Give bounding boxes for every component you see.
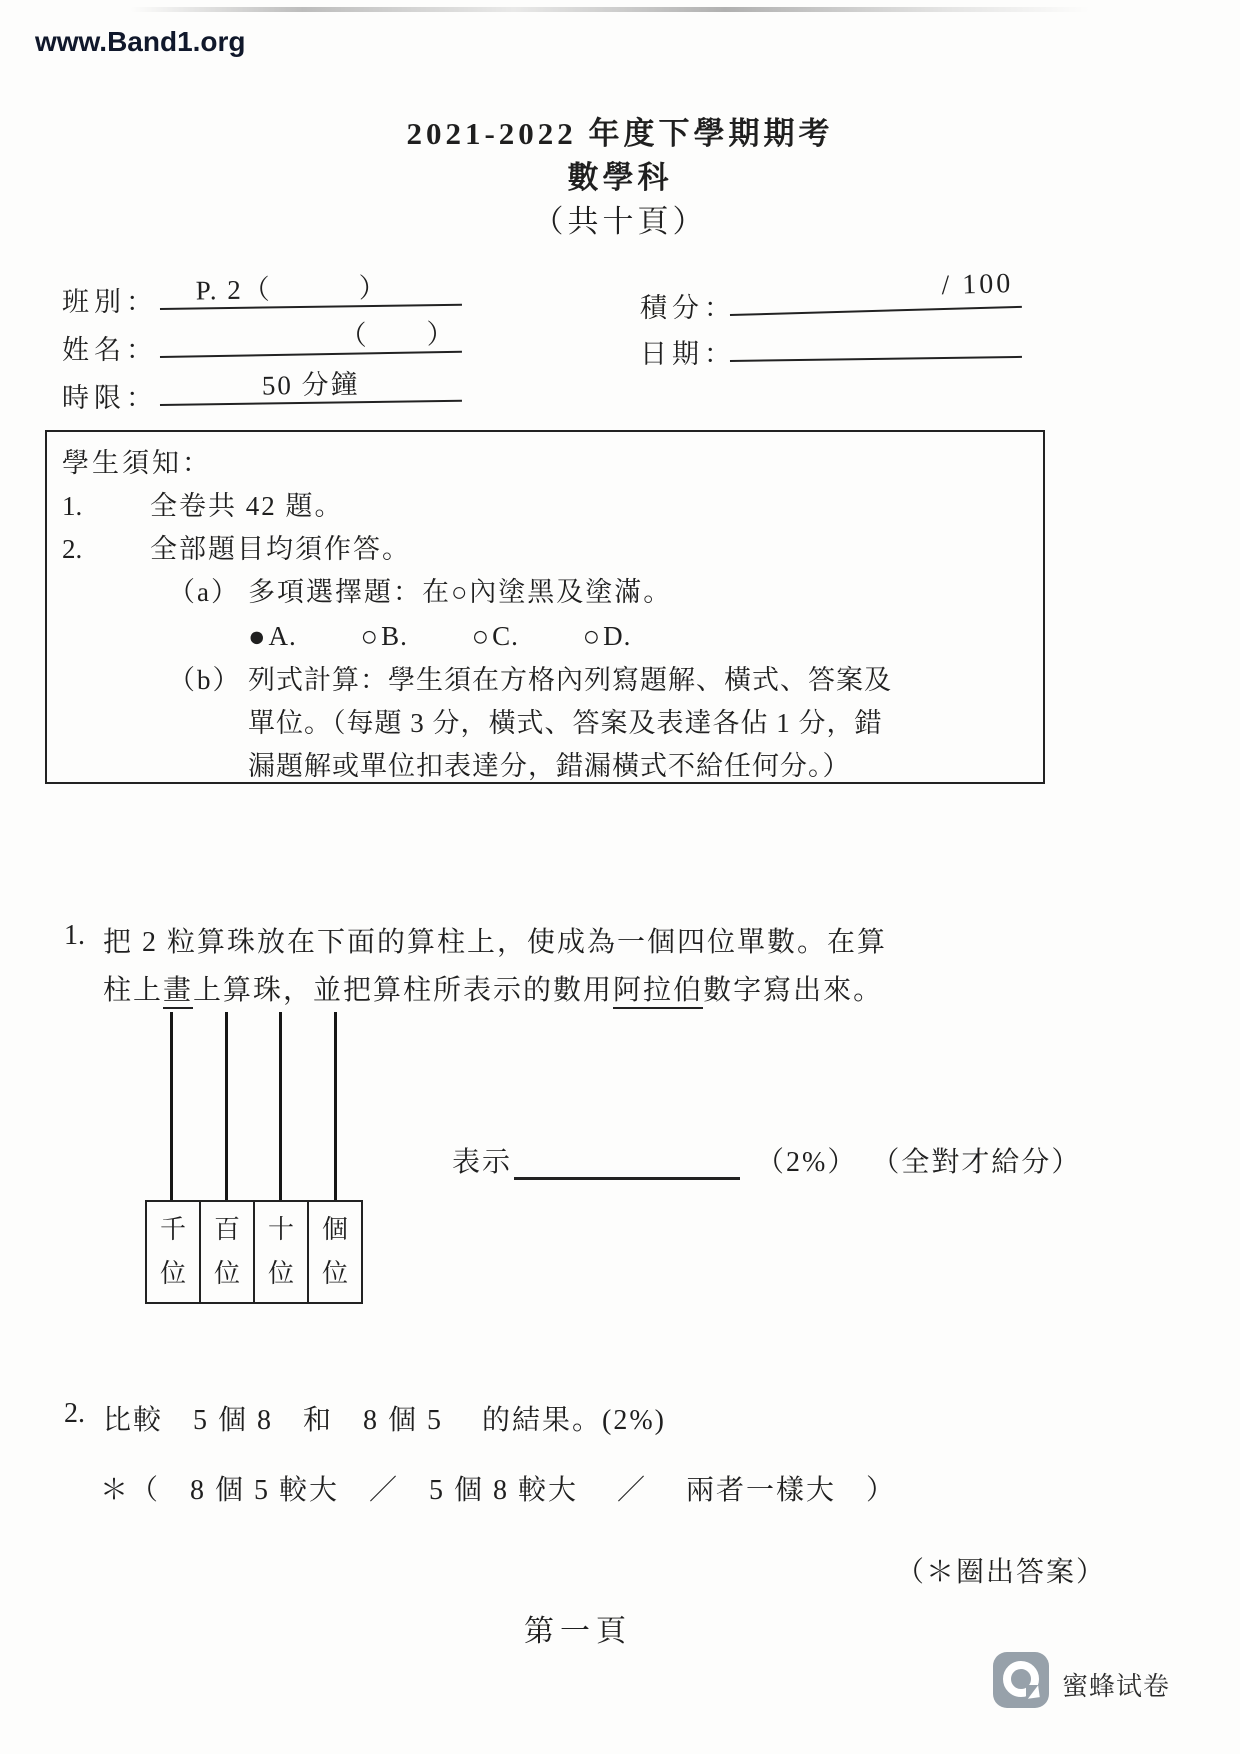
abacus-label-hundreds bbox=[201, 1202, 255, 1302]
notice-sub-a-number: （a） bbox=[168, 577, 240, 607]
abacus-label-tens bbox=[255, 1202, 309, 1302]
mc-option-b bbox=[361, 621, 408, 651]
abacus-char: 十 bbox=[267, 1215, 294, 1244]
abacus-label-ones bbox=[309, 1202, 361, 1302]
notice-item-1-number: 1. bbox=[62, 491, 83, 521]
question-1-line-1: 把 2 粒算珠放在下面的算柱上，使成為一個四位單數。在算 bbox=[103, 927, 888, 958]
abacus-rod-thousands bbox=[170, 1012, 173, 1202]
student-notice-box bbox=[45, 430, 1045, 784]
notice-sub-b-cont-1 bbox=[62, 702, 1043, 745]
filled-circle-icon: ● bbox=[248, 621, 267, 653]
time-limit-label: 時限： bbox=[62, 383, 158, 413]
question-2-text: 比較 5 個 8 和 8 個 5 的結果。(2%) bbox=[103, 1405, 666, 1436]
mc-options-example-row bbox=[62, 614, 1043, 659]
mc-option-c bbox=[472, 621, 519, 651]
notice-sub-a bbox=[62, 571, 1043, 614]
notice-sub-a-text: 多項選擇題：在○內塗黑及塗滿。 bbox=[248, 577, 673, 607]
watermark: www.Band1.org bbox=[35, 26, 246, 57]
abacus-diagram bbox=[145, 1012, 365, 1307]
q1-seg-5: 數字寫出來。 bbox=[703, 975, 884, 1006]
exam-subject: 數學科 bbox=[567, 160, 673, 195]
q1-answer-label: 表示 bbox=[452, 1147, 513, 1178]
time-limit-value: 50 分鐘 bbox=[261, 369, 360, 401]
exam-title: 2021-2022 年度下學期期考 bbox=[406, 116, 834, 151]
q1-seg-1: 柱上 bbox=[103, 975, 164, 1006]
page-number: 第一頁 bbox=[524, 1615, 632, 1648]
abacus-rod-tens bbox=[279, 1012, 282, 1202]
mc-option-d-label: D. bbox=[603, 621, 632, 651]
name-field bbox=[159, 311, 462, 358]
q1-marks: （2%） bbox=[756, 1147, 858, 1178]
abacus-char: 個 bbox=[321, 1215, 348, 1244]
abacus-rod-hundreds bbox=[225, 1012, 228, 1202]
notice-sub-b-line1: 列式計算：學生須在方格內列寫題解、橫式、答案及 bbox=[248, 665, 892, 695]
score-label: 積分： bbox=[640, 293, 736, 323]
class-label: 班別： bbox=[62, 287, 158, 317]
name-paren: （ ） bbox=[339, 318, 456, 351]
bee-exam-logo-icon bbox=[993, 1652, 1049, 1708]
mc-option-a bbox=[248, 621, 297, 651]
abacus-char: 位 bbox=[159, 1259, 186, 1288]
abacus-char: 千 bbox=[159, 1215, 186, 1244]
notice-sub-b-line3: 漏題解或單位扣表達分，錯漏橫式不給任何分。） bbox=[248, 751, 851, 781]
score-total: / 100 bbox=[941, 268, 1014, 302]
question-2-choices: ＊（ 8 個 5 較大 ／ 5 個 8 較大 ／ 兩者一樣大 ） bbox=[100, 1475, 897, 1506]
mc-option-a-label: A. bbox=[268, 621, 297, 651]
mc-option-b-label: B. bbox=[381, 621, 408, 651]
q1-seg-draw-underlined: 畫 bbox=[163, 975, 193, 1009]
time-limit-field bbox=[159, 360, 462, 406]
notice-item-2-number: 2. bbox=[62, 534, 83, 564]
abacus-label-thousands bbox=[147, 1202, 201, 1302]
class-field bbox=[159, 264, 462, 310]
abacus-char: 位 bbox=[213, 1259, 240, 1288]
notice-item-1 bbox=[62, 485, 1043, 528]
brand-name: 蜜蜂试卷 bbox=[1062, 1671, 1171, 1701]
notice-item-2 bbox=[62, 528, 1043, 571]
notice-heading: 學生須知： bbox=[62, 448, 212, 478]
mc-option-d bbox=[583, 621, 632, 651]
notice-heading-row bbox=[62, 442, 1043, 485]
abacus-char: 百 bbox=[213, 1215, 240, 1244]
notice-sub-b-cont-2 bbox=[62, 745, 1043, 788]
q1-seg-3: 上算珠，並把算柱所表示的數用 bbox=[193, 975, 614, 1006]
empty-circle-icon: ○ bbox=[360, 621, 380, 653]
notice-sub-b bbox=[62, 659, 1043, 702]
question-2-number: 2. bbox=[64, 1398, 85, 1429]
empty-circle-icon: ○ bbox=[471, 621, 491, 653]
class-value: P. 2（ ） bbox=[195, 272, 388, 306]
notice-sub-b-number: （b） bbox=[168, 665, 242, 695]
abacus-label-box bbox=[145, 1200, 363, 1304]
score-field bbox=[728, 252, 1021, 316]
notice-item-2-text: 全部題目均須作答。 bbox=[150, 534, 411, 564]
circle-answer-note: （＊圈出答案） bbox=[896, 1557, 1107, 1588]
date-field bbox=[729, 316, 1022, 362]
page-count-note: （共十頁） bbox=[532, 204, 708, 239]
name-label: 姓名： bbox=[62, 335, 158, 365]
mc-option-c-label: C. bbox=[492, 621, 519, 651]
question-1-line-2 bbox=[103, 966, 883, 1016]
date-label: 日期： bbox=[640, 339, 736, 369]
abacus-char: 位 bbox=[267, 1259, 294, 1288]
q1-scoring-note: （全對才給分） bbox=[871, 1147, 1082, 1178]
empty-circle-icon: ○ bbox=[582, 621, 602, 653]
notice-item-1-text: 全卷共 42 題。 bbox=[150, 491, 344, 521]
scan-artifact-streak bbox=[130, 7, 1090, 12]
logo-tail-shape bbox=[1026, 1685, 1040, 1699]
abacus-rod-ones bbox=[334, 1012, 337, 1202]
notice-sub-b-line2: 單位。（每題 3 分，橫式、答案及表達各佔 1 分，錯 bbox=[248, 708, 883, 738]
abacus-char: 位 bbox=[321, 1259, 348, 1288]
q1-answer-blank bbox=[514, 1143, 740, 1180]
q1-seg-arabic-underlined: 阿拉伯 bbox=[613, 975, 703, 1009]
q1-answer-row bbox=[452, 1140, 1081, 1180]
question-1-number: 1. bbox=[64, 920, 85, 951]
